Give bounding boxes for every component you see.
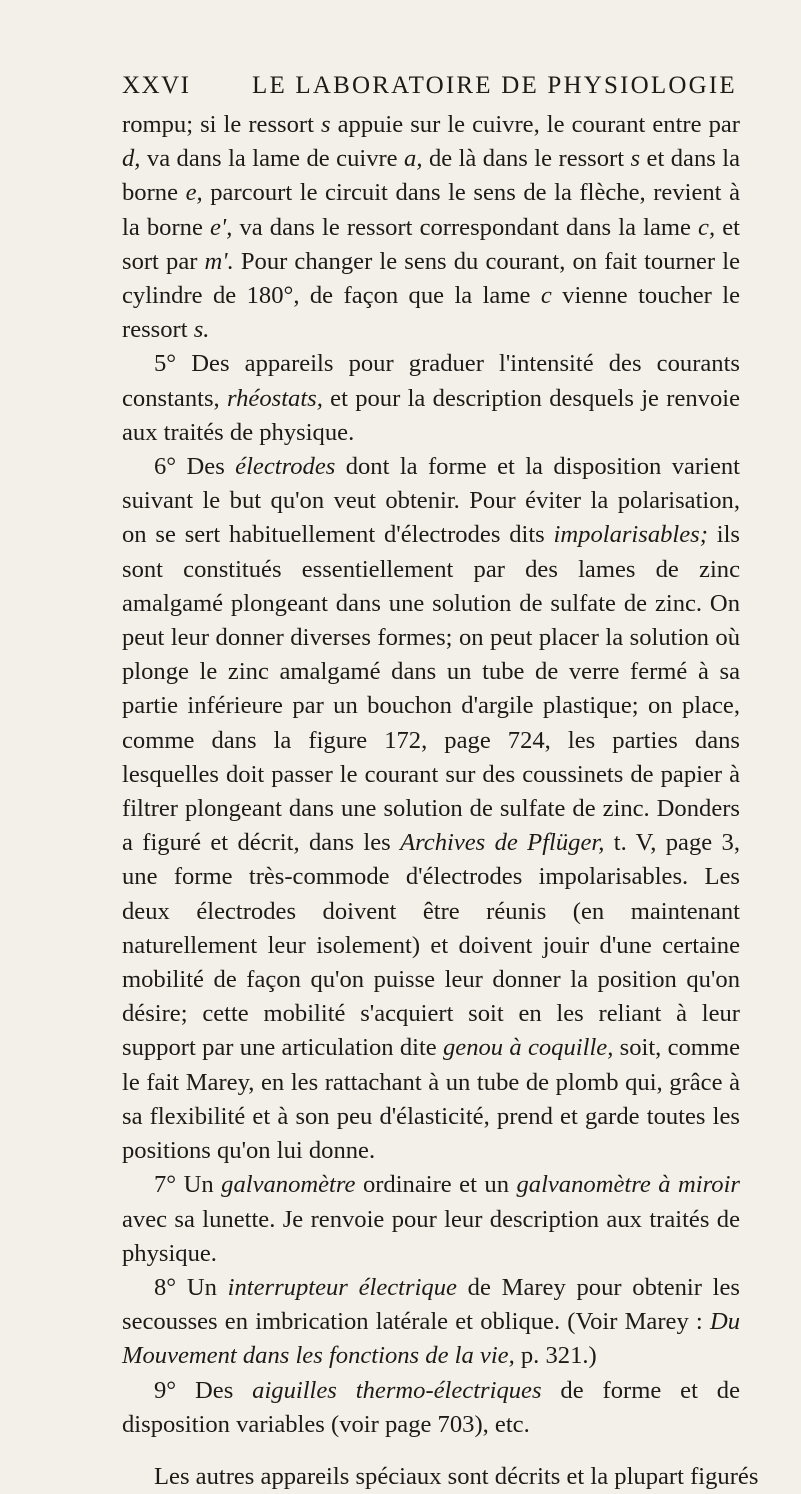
italic-text: rhéostats, — [226, 384, 323, 412]
text-run: avec sa lunette. Je renvoie pour leur description aux traités de physique. — [122, 1205, 740, 1267]
text-run: et pour la description desquels je renvoie aux traités de physique. — [122, 384, 741, 446]
italic-text: Archives de Pflüger, — [400, 829, 605, 857]
italic-text: galvanomètre à miroir — [516, 1171, 740, 1199]
italic-text: s — [630, 145, 641, 173]
text-run: de forme et de disposition variables (voir page 703), etc. — [122, 1376, 741, 1438]
italic-text: genou à coquille, — [443, 1034, 614, 1062]
text-run: et sort par — [122, 213, 741, 275]
text-run: de là dans le ressort — [422, 145, 631, 173]
text-run: vienne toucher le ressort — [122, 282, 741, 344]
italic-text: aiguilles thermo-électriques — [252, 1376, 542, 1404]
italic-text: s — [320, 111, 331, 138]
text-run: Pour changer le sens du courant, on fait tourner le cylindre de 180°, de façon que la lame — [122, 247, 740, 310]
italic-text: s. — [193, 316, 210, 344]
text-run: 8° Un — [154, 1273, 228, 1301]
italic-text: e, — [185, 179, 203, 207]
text-run: va dans la lame de cuivre — [140, 145, 405, 173]
text-run: Les autres appareils spéciaux sont décrits et la plupart figurés — [154, 1462, 759, 1490]
paragraph-item-9-aiguilles — [122, 1374, 740, 1442]
paragraph-item-8-interrupteur — [122, 1271, 740, 1374]
italic-text: c, — [698, 213, 716, 241]
text-run: rompu; si le ressort — [122, 111, 321, 138]
italic-text: c — [540, 282, 552, 310]
text-run: parcourt le circuit dans le sens de la flèche, revient à la borne — [122, 179, 740, 241]
running-title: LE LABORATOIRE DE PHYSIOLOGIE — [252, 72, 737, 99]
text-run: 5° Des appareils pour graduer l'intensité des courants constants, — [122, 350, 740, 412]
text-run: appuie sur le cuivre, le courant entre par — [330, 111, 740, 138]
text-run: va dans le ressort correspondant dans la lame — [232, 213, 699, 241]
paragraph-item-5-rheostats — [122, 347, 740, 450]
text-run: ils sont constitués essentiellement par des lames de zinc amalgamé plongeant dans une solution de sulfate de zinc. On peut leur donner diverses formes; on peut placer la solution où plonge le zinc amalgamé dans un tube de verre fermé à sa partie inférieure par un bouchon d'argile plastique; on place, comme dans la figure 172, page 724, les parties dans lesquelles doit passer le courant sur des coussinets de papier à filtrer plongeant dans une solution de sulfate de zinc. Donders a figuré et décrit, dans les — [122, 521, 740, 857]
italic-text: interrupteur électrique — [227, 1273, 457, 1301]
text-run: t. V, page 3, une forme très-commode d'électrodes impolarisables. Les deux électrodes doivent être réunis (en maintenant naturellement leur isolement) et doivent jouir d'une certaine mobilité de façon qu'on puisse leur donner la position qu'on désire; cette mobilité s'acquiert soit en les reliant à leur support par une articulation dite — [122, 829, 740, 1062]
text-run: 6° Des — [154, 453, 236, 481]
italic-text: d, — [122, 145, 141, 173]
text-run: ordinaire et un — [355, 1171, 517, 1199]
text-run: de Marey pour obtenir les secousses en imbrication latérale et oblique. (Voir Marey : — [122, 1273, 740, 1336]
text-run: soit, comme le fait Marey, en les rattachant à un tube de plomb qui, grâce à sa flexibilité et à son peu d'élasticité, prend et garde toutes les positions qu'on lui donne. — [122, 1034, 740, 1165]
paragraph-closing-line — [122, 1460, 759, 1494]
page-number: XXVI — [122, 72, 191, 99]
italic-text: électrodes — [235, 453, 336, 481]
body-text — [122, 108, 759, 1494]
text-run: et dans la borne — [122, 145, 740, 207]
text-run: 7° Un — [154, 1171, 222, 1199]
paragraph-item-7-galvanometre — [122, 1168, 740, 1271]
italic-text: e', — [210, 213, 233, 241]
text-run: p. 321.) — [514, 1342, 597, 1370]
text-run: dont la forme et la disposition varient suivant le but qu'on veut obtenir. Pour éviter la polarisation, on se sert habituellement d'électrodes dits — [122, 453, 740, 549]
paragraph-item-6-electrodes — [122, 450, 740, 1168]
text-run: 9° Des — [154, 1376, 253, 1404]
paragraph-continuation — [122, 108, 740, 347]
italic-text: impolarisables; — [553, 521, 708, 549]
italic-text: galvanomètre — [221, 1171, 356, 1199]
italic-text: m'. — [204, 247, 234, 275]
italic-text: Du Mouvement dans les fonctions de la vie, — [122, 1308, 740, 1370]
italic-text: a, — [404, 145, 423, 173]
